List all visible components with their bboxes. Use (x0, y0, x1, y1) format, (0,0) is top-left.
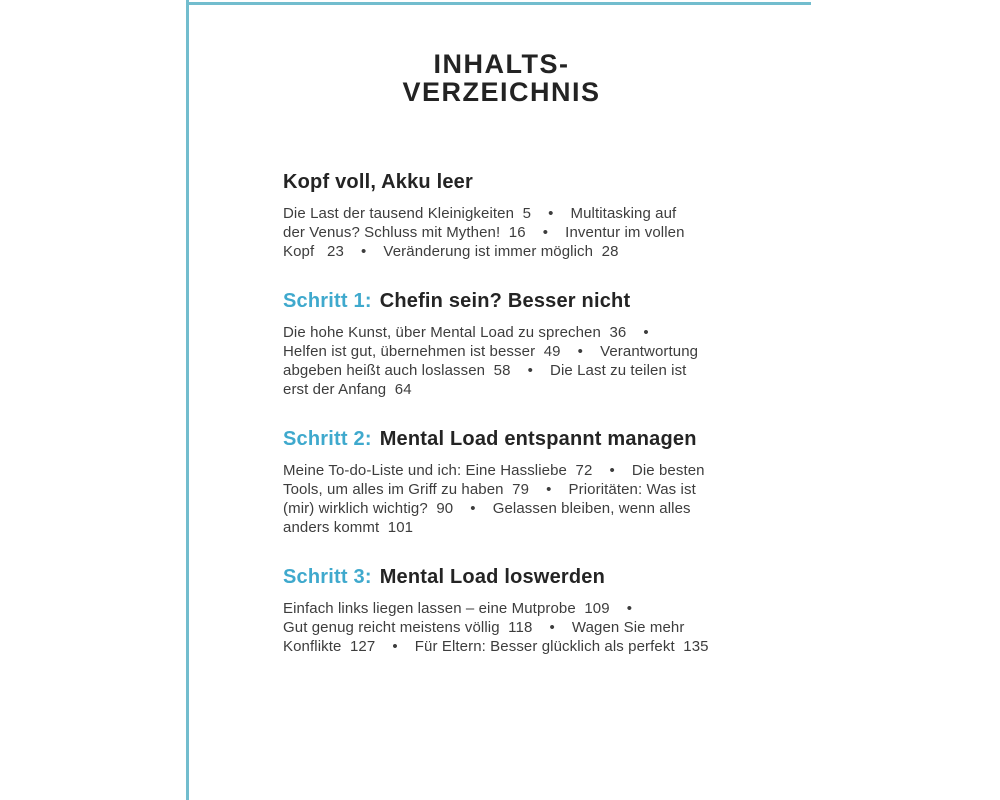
toc-section-schritt-3 (283, 564, 720, 656)
section-heading-title: Mental Load loswerden (379, 566, 606, 588)
left-accent-rule (186, 0, 189, 800)
toc-section-intro (283, 169, 720, 261)
toc-line: der Venus? Schluss mit Mythen! 16 • Inventur im vollen (283, 224, 685, 241)
toc-line: Einfach links liegen lassen – eine Mutprobe 109 • (283, 600, 633, 617)
section-heading-prefix: Schritt 3: (283, 566, 372, 588)
toc-line: Die hohe Kunst, über Mental Load zu sprechen 36 • (283, 324, 649, 341)
page-title-line-2: VERZEICHNIS (402, 77, 601, 107)
toc-line: abgeben heißt auch loslassen 58 • Die Last zu teilen ist (283, 362, 687, 379)
toc-line: Gut genug reicht meistens völlig 118 • Wagen Sie mehr (283, 619, 685, 636)
page-title-line-1: INHALTS- (433, 49, 570, 79)
section-heading-title: Mental Load entspannt managen (379, 428, 697, 450)
toc-line: Tools, um alles im Griff zu haben 79 • Prioritäten: Was ist (283, 481, 696, 498)
toc-line: Helfen ist gut, übernehmen ist besser 49 • Verantwortung (283, 343, 699, 360)
toc-line: Kopf 23 • Veränderung ist immer möglich 28 (283, 243, 619, 260)
section-heading (283, 169, 720, 195)
section-body (283, 599, 720, 656)
page-title (283, 50, 720, 106)
toc-line: anders kommt 101 (283, 519, 414, 536)
toc-line: Meine To-do-Liste und ich: Eine Hassliebe 72 • Die besten (283, 462, 705, 479)
section-body (283, 323, 720, 399)
section-heading (283, 564, 720, 590)
section-heading-title: Kopf voll, Akku leer (283, 171, 473, 193)
toc-section-schritt-2 (283, 426, 720, 537)
toc-line: erst der Anfang 64 (283, 381, 412, 398)
section-heading-prefix: Schritt 2: (283, 428, 372, 450)
section-heading (283, 426, 720, 452)
section-heading-prefix: Schritt 1: (283, 290, 372, 312)
toc-section-schritt-1 (283, 288, 720, 399)
toc-line: Die Last der tausend Kleinigkeiten 5 • Multitasking auf (283, 205, 677, 222)
toc-line: Konflikte 127 • Für Eltern: Besser glücklich als perfekt 135 (283, 638, 709, 655)
toc-line: (mir) wirklich wichtig? 90 • Gelassen bleiben, wenn alles (283, 500, 691, 517)
section-heading (283, 288, 720, 314)
toc-content (283, 0, 720, 656)
section-body (283, 461, 720, 537)
section-heading-title: Chefin sein? Besser nicht (379, 290, 631, 312)
section-body (283, 204, 720, 261)
